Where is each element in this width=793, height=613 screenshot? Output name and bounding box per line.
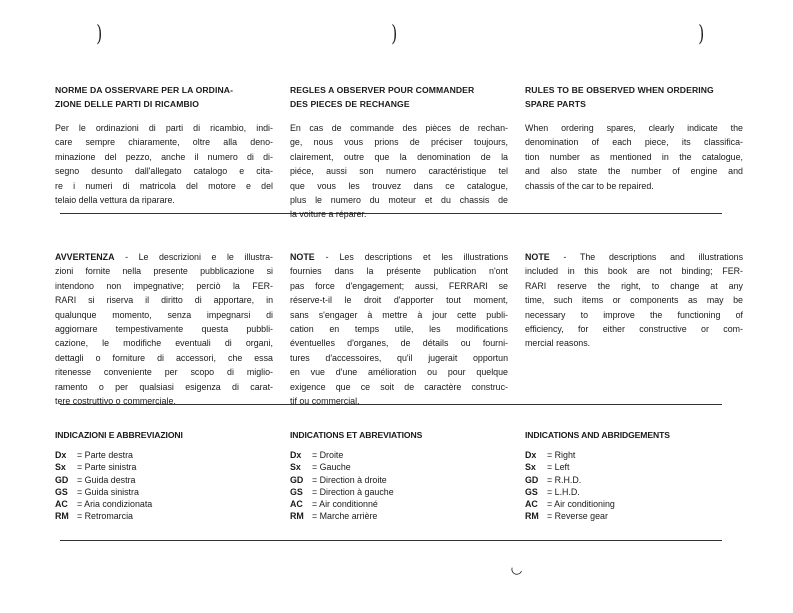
text-line [55, 336, 273, 350]
line-text: intendono non impegnative; perciò la FER- [55, 280, 273, 291]
line-text: éventuelles d'organes, de détails ou fourni- [290, 338, 508, 349]
line-text: fournies dans la présente publication n'ont [290, 266, 508, 277]
text-line [525, 83, 743, 97]
text-line [290, 365, 508, 379]
text-line [525, 97, 743, 111]
abbreviation-list [290, 449, 508, 523]
line-text: - Les descriptions et les illustrations [325, 252, 509, 262]
abbreviation-meaning: = Guida sinistra [77, 486, 139, 497]
abbreviation-meaning: = Air conditionné [312, 499, 378, 510]
abbreviations-section [290, 430, 508, 523]
line-text: time, such items or components as may be [525, 295, 743, 306]
abbreviation-meaning: = Parte destra [77, 450, 133, 460]
text-line [290, 207, 508, 221]
divider [60, 540, 722, 541]
text-line [55, 351, 273, 365]
abbreviation-meaning: = Air conditioning [547, 499, 615, 510]
line-text: tif ou commercial. [290, 396, 360, 407]
abbreviation-key: GD [55, 474, 69, 485]
text-line [290, 293, 508, 307]
scan-mark: ◡ [508, 558, 526, 578]
section-heading [525, 83, 743, 111]
text-line [525, 135, 743, 149]
note-label: NOTE [525, 252, 550, 262]
line-text: included in this book are not binding; FER- [525, 266, 743, 277]
text-line [525, 121, 743, 135]
abbreviation-key: Dx [525, 450, 537, 460]
abbreviation-key: RM [525, 511, 539, 522]
note-label: NOTE [290, 252, 315, 262]
line-text: tion number as mentioned in the catalogue, [525, 151, 743, 162]
line-text: en vue d'une amélioration ou pour quelque [290, 367, 508, 378]
text-line [525, 336, 743, 350]
text-line [290, 264, 508, 278]
abbreviation-meaning: = Gauche [312, 462, 351, 473]
text-line [55, 308, 273, 322]
text-line [55, 193, 273, 207]
abbreviation-meaning: = Droite [312, 450, 344, 460]
abbreviations-section [525, 430, 743, 523]
line-text: réserve-t-il le droit d'apporter tout moment, [290, 295, 508, 306]
abbreviation-meaning: = Aria condizionata [77, 499, 153, 510]
text-line [290, 336, 508, 350]
line-text: and also state the number of engine and [525, 166, 743, 177]
text-line [525, 164, 743, 178]
abbreviation-meaning: = Left [547, 462, 570, 473]
line-text: necessary to improve the functioning of [525, 309, 743, 320]
line-text: que vous les trouvez dans ce catalogue, [290, 180, 508, 191]
abbreviations-section [55, 430, 273, 523]
text-line [55, 365, 273, 379]
line-text: exigence que ce soit de caractère construc- [290, 381, 508, 392]
section-body [525, 121, 743, 193]
abbreviation-key: Dx [55, 450, 67, 460]
section-heading [290, 83, 508, 111]
abbreviation-item [55, 486, 273, 498]
ordering-rules-section [525, 83, 743, 193]
text-line [290, 394, 508, 408]
text-line [290, 279, 508, 293]
disclaimer-section [55, 250, 273, 408]
text-line [525, 279, 743, 293]
text-line [55, 179, 273, 193]
line-text: pas force d'engagement; aussi, FERRARI se [290, 280, 508, 291]
text-line [290, 121, 508, 135]
disclaimer-section [525, 250, 743, 351]
line-text: piéce, aussi son numero caractéristique tel [290, 166, 508, 177]
abbreviation-key: RM [290, 511, 304, 522]
text-line [55, 164, 273, 178]
text-line [290, 150, 508, 164]
text-line [290, 308, 508, 322]
abbreviation-item [525, 474, 743, 486]
text-line [55, 150, 273, 164]
abbreviation-list [525, 449, 743, 523]
abbreviations-heading: INDICATIONS AND ABRIDGEMENTS [525, 430, 670, 440]
text-line [55, 264, 273, 278]
text-line [525, 264, 743, 278]
text-line [290, 193, 508, 207]
abbreviation-meaning: = Guida destra [77, 474, 136, 485]
abbreviation-item [525, 486, 743, 498]
abbreviation-list [55, 449, 273, 523]
text-line [290, 322, 508, 336]
text-line [55, 121, 273, 135]
abbreviation-item [55, 474, 273, 486]
line-text: ritenesse conveniente per scopo di miglio- [55, 367, 273, 378]
abbreviation-item [290, 498, 508, 510]
text-line [525, 250, 743, 264]
line-text: When ordering spares, clearly indicate the [525, 123, 743, 133]
line-text: re i numeri di matricola del motore e del [55, 180, 273, 191]
line-text: sans s'engager à mettre à jour cette publi- [290, 309, 508, 320]
line-text: - The descriptions and illustrations [563, 252, 744, 262]
line-text: - Le descrizioni e le illustra- [125, 252, 274, 262]
text-line [55, 394, 273, 408]
abbreviation-meaning: = Direction à droite [312, 474, 387, 485]
text-line [525, 308, 743, 322]
abbreviation-key: RM [55, 511, 69, 522]
abbreviation-item [525, 510, 743, 522]
abbreviation-meaning: = R.H.D. [547, 474, 582, 485]
abbreviation-meaning: = Reverse gear [547, 511, 608, 522]
line-text: mercial reasons. [525, 338, 591, 349]
abbreviation-item [290, 510, 508, 522]
line-text: RARI si riserva il diritto di apportare, in [55, 295, 273, 306]
abbreviation-item [55, 498, 273, 510]
line-text: plus le numero du moteur et du chassis de [290, 195, 508, 206]
line-text: efficiency, for either constructive or com- [525, 324, 743, 335]
abbreviation-meaning: = Right [547, 450, 576, 460]
line-text: zioni fornite nella presente pubblicazione si [55, 266, 273, 277]
text-line [290, 250, 508, 264]
line-text: qualunque momento, senza impegnarsi di [55, 309, 273, 320]
section-body [290, 121, 508, 222]
abbreviation-key: GS [525, 486, 538, 497]
abbreviation-key: Sx [290, 462, 301, 473]
abbreviation-key: GD [525, 474, 539, 485]
binding-hole-mark: ) [698, 22, 705, 47]
abbreviations-heading: INDICAZIONI E ABBREVIAZIONI [55, 430, 183, 440]
text-line [55, 83, 273, 97]
line-text: la voiture a réparer. [290, 209, 367, 220]
binding-hole-mark: ) [96, 22, 103, 47]
line-text: dettagli o forniture di accessori, che essa [55, 352, 273, 363]
abbreviation-item [55, 510, 273, 522]
abbreviation-item [525, 498, 743, 510]
abbreviation-meaning: = Marche arrière [312, 511, 378, 522]
text-line [290, 83, 508, 97]
line-text: telaio della vettura da riparare. [55, 195, 175, 206]
ordering-rules-section [55, 83, 273, 207]
note-label: AVVERTENZA [55, 252, 115, 262]
section-heading [55, 83, 273, 111]
disclaimer-body [55, 250, 273, 408]
abbreviation-item [290, 449, 508, 461]
line-text: NORME DA OSSERVARE PER LA ORDINA- [55, 85, 234, 95]
line-text: ZIONE DELLE PARTI DI RICAMBIO [55, 99, 200, 109]
abbreviation-key: GS [290, 486, 303, 497]
abbreviation-meaning: = Parte sinistra [77, 462, 137, 473]
abbreviation-item [290, 474, 508, 486]
abbreviation-item [525, 461, 743, 473]
line-text: Per le ordinazioni di parti di ricambio, indi- [55, 123, 273, 133]
line-text: minazione del pezzo, anche il numero di di- [55, 151, 273, 162]
abbreviation-meaning: = Retromarcia [77, 511, 133, 522]
abbreviation-key: Dx [290, 450, 302, 460]
abbreviation-item [55, 449, 273, 461]
disclaimer-section [290, 250, 508, 408]
line-text: denomination of each piece, its classifica- [525, 137, 743, 148]
abbreviation-item [290, 486, 508, 498]
binding-hole-mark: ) [391, 22, 398, 47]
line-text: SPARE PARTS [525, 99, 586, 109]
text-line [290, 351, 508, 365]
text-line [290, 97, 508, 111]
line-text: cation en temps utile, les modifications [290, 324, 508, 335]
disclaimer-body [525, 250, 743, 351]
line-text: cazione, le modifiche eventuali di organi, [55, 338, 273, 349]
text-line [55, 322, 273, 336]
text-line [55, 279, 273, 293]
section-body [55, 121, 273, 207]
line-text: ramento o per qualsiasi esigenza di carat- [55, 381, 273, 392]
abbreviation-item [55, 461, 273, 473]
text-line [55, 380, 273, 394]
text-line [290, 164, 508, 178]
abbreviation-key: AC [290, 499, 303, 510]
text-line [525, 179, 743, 193]
text-line [525, 293, 743, 307]
line-text: segno desunto dall'allegato catalogo e cita- [55, 166, 273, 177]
abbreviations-heading: INDICATIONS ET ABREVIATIONS [290, 430, 423, 440]
line-text: REGLES A OBSERVER POUR COMMANDER [290, 85, 475, 95]
text-line [55, 135, 273, 149]
line-text: tures d'accessoires, qu'il jugerait opportun [290, 352, 508, 363]
line-text: RULES TO BE OBSERVED WHEN ORDERING [525, 85, 714, 95]
line-text: tere costruttivo o commerciale. [55, 396, 176, 407]
text-line [290, 179, 508, 193]
abbreviation-key: GS [55, 486, 68, 497]
text-line [290, 135, 508, 149]
line-text: chassis of the car to be repaired. [525, 180, 654, 191]
ordering-rules-section [290, 83, 508, 222]
line-text: RARI reserve the right, to change at any [525, 280, 743, 291]
disclaimer-body [290, 250, 508, 408]
abbreviation-meaning: = L.H.D. [547, 486, 580, 497]
abbreviation-item [290, 461, 508, 473]
text-line [290, 380, 508, 394]
abbreviation-key: AC [525, 499, 538, 510]
line-text: clairement, outre que la denomination de la [290, 151, 508, 162]
text-line [55, 293, 273, 307]
abbreviation-key: AC [55, 499, 68, 510]
abbreviation-key: Sx [525, 462, 536, 473]
line-text: care sempre chiaramente, oltre alla deno- [55, 137, 273, 148]
line-text: DES PIECES DE RECHANGE [290, 99, 410, 109]
line-text: ge, nous vous prions de préciser toujours, [290, 137, 508, 148]
text-line [55, 250, 273, 264]
line-text: aggiornare tempestivamente questa pubbli- [55, 324, 273, 335]
text-line [525, 150, 743, 164]
abbreviation-meaning: = Direction à gauche [312, 486, 394, 497]
abbreviation-key: Sx [55, 462, 66, 473]
text-line [525, 322, 743, 336]
line-text: En cas de commande des pièces de rechan- [290, 123, 508, 133]
text-line [55, 97, 273, 111]
abbreviation-key: GD [290, 474, 304, 485]
abbreviation-item [525, 449, 743, 461]
